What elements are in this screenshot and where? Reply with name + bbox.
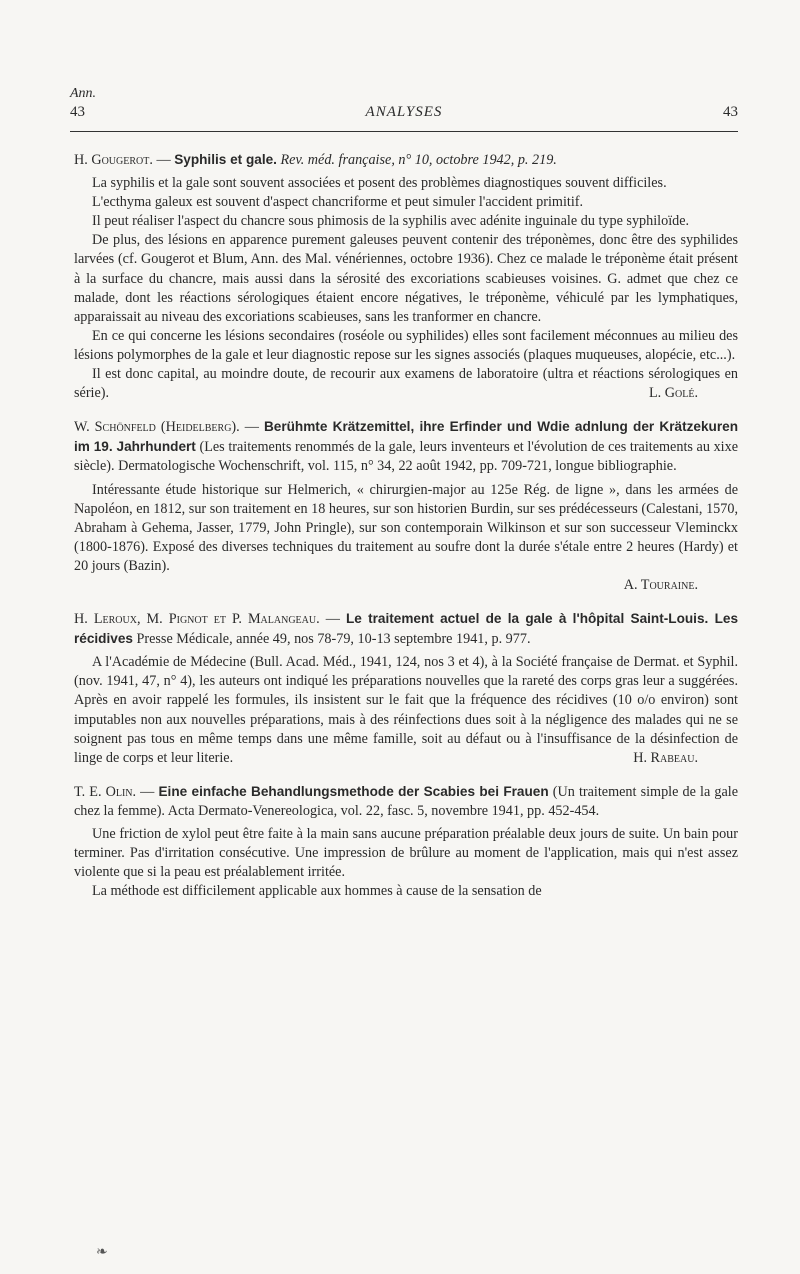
entry-title: Eine einfache Behandlungsmethode der Scabies bei Frauen (158, 783, 549, 799)
entry-title: Le traitement actuel de la gale à l'hôpital Saint-Louis. Les récidives (74, 611, 738, 647)
entry-author: H. Gougerot. (74, 152, 153, 168)
entry-citation: T. E. Olin. — Eine einfache Behandlungsmethode der Scabies bei Frauen (Un traitement simple de la gale chez la femme). Acta Dermato-Venereologica, vol. 22, fasc. 5, novembre 1941, pp. 452-454. (74, 783, 739, 819)
entry-citation: H. Leroux, M. Pignot et P. Malangeau. — Le traitement actuel de la gale à l'hôpital Saint-Louis. Les récidives Presse Médicale, année 49, nos 78-79, 10-13 septembre 1941, p. 977. (74, 611, 738, 648)
entry-schonfeld (74, 417, 738, 595)
entry-title: Syphilis et gale. (174, 152, 277, 167)
entry-source: Presse Médicale, année 49, nos 78-79, 10-13 septembre 1941, p. 977. (136, 631, 531, 648)
entry-signature: A. Touraine. (623, 576, 698, 593)
entry-author: W. Schönfeld (Heidelberg). (74, 419, 240, 436)
page-number-right: 43 (723, 104, 738, 120)
paragraph: Il peut réaliser l'aspect du chancre sous phimosis de la syphilis avec adénite inguinale du type syphiloïde. (92, 213, 690, 230)
running-header (70, 104, 738, 126)
entry-gougerot (74, 150, 738, 403)
journal-abbrev: Ann. (70, 86, 97, 101)
paragraph: De plus, des lésions en apparence purement galeuses peuvent contenir des tréponèmes, donc être des syphilides larvées (cf. Gougerot et Blum, Ann. des Mal. vénériennes, octobre 1936). Chez ce malade le tréponème était présent à la surface du chancre, mais aussi dans la sérosité des excoriations scabieuses voisines. G. admet que chez ce malade, dont les réactions sérologiques étaient encore négatives, le tréponème, véhiculé par les lymphatiques, apparaissait au niveau des excoriations scabieuses, sans les tranformer en chancre. (74, 232, 738, 325)
entry-citation: W. Schönfeld (Heidelberg). — Berühmte Krätzemittel, ihre Erfinder und Wdie adnlung der Krätzekuren im 19. Jahrhundert (Les traitements renommés de la gale, leurs inventeurs et l'évolution de ces traitements au xixe siècle). Dermatologische Wochenschrift, vol. 115, n° 34, 22 août 1942, pp. 709-721, longue bibliographie. (74, 419, 739, 475)
entry-signature: L. Golé. (649, 385, 698, 402)
entry-source: (Un traitement simple de la gale chez la femme). Acta Dermato-Venereologica, vol. 22, fasc. 5, novembre 1941, pp. 452-454. (74, 783, 739, 819)
paragraph: Intéressante étude historique sur Helmerich, « chirurgien-major au 125e Rég. de ligne », dans les armées de Napoléon, en 1812, sur son traitement en 18 heures, sur son historien Burdin, sur ses prédécesseurs (Calestani, 1570, Abraham à Gehema, Jasser, 1779, John Pringle), sur son contemporain Wilkinson et sur son successeur Vleminckx (1800-1876). Exposé des diverses techniques du traitement au soufre dont la durée s'étale entre 2 heures (Hardy) et 20 jours (Bazin). (74, 481, 738, 574)
entry-author: H. Leroux, M. Pignot et P. Malangeau. (74, 611, 320, 628)
paragraph: Une friction de xylol peut être faite à la main sans aucune préparation préalable deux jours de suite. Un bain pour terminer. Pas d'irritation consécutive. Une impression de brûlure au moment de l'application, mais qui n'est assez violente que si la peau est préalablement irritée. (74, 826, 738, 881)
printer-ornament-icon: ❧ (96, 1245, 108, 1260)
paragraph: La méthode est difficilement applicable aux hommes à cause de la sensation de (92, 883, 542, 900)
paragraph (74, 653, 738, 768)
paragraph: La syphilis et la gale sont souvent associées et posent des problèmes diagnostiques souvent difficiles. (92, 175, 667, 192)
header-rule (70, 131, 738, 132)
entry-title: Berühmte Krätzemittel, ihre Erfinder und Wdie adnlung der Krätzekuren im 19. Jahrhundert (74, 419, 738, 455)
entry-leroux (74, 609, 738, 768)
paragraph-text: Il est donc capital, au moindre doute, de recourir aux examens de laboratoire (ultra et réactions sérologiques en série). (74, 366, 738, 402)
article-body (74, 150, 738, 915)
paragraph (74, 365, 738, 403)
paragraph-text: A l'Académie de Médecine (Bull. Acad. Méd., 1941, 124, nos 3 et 4), à la Société française de Dermat. et Syphil. (nov. 1941, 47, n° 4), les auteurs ont indiqué les préparations nouvelles que la rareté des corps gras leur a suggérées. Après en avoir rappelé les formules, ils insistent sur le fait que la fréquence des récidives (10 o/o environ) sont imputables non aux nouvelles préparations, mais à des réinfections dues soit à la négligence des malades qui ne se soignent pas tous en même temps dans une même famille, soit au défaut ou à l'insuffisance de la désinfection de linge de corps et leur literie. (74, 654, 738, 766)
paragraph: L'ecthyma galeux est souvent d'aspect chancriforme et peut simuler l'accident primitif. (92, 194, 584, 211)
entry-signature: H. Rabeau. (633, 749, 698, 766)
entry-olin (74, 782, 738, 902)
paragraph: En ce qui concerne les lésions secondaires (roséole ou syphilides) elles sont facilement méconnues au milieu des lésions polymorphes de la gale et leur diagnostic repose sur les signes associés (plaques muqueuses, alopécie, etc...). (74, 327, 738, 363)
entry-author: T. E. Olin. (74, 783, 137, 800)
section-title: ANALYSES (365, 104, 443, 120)
entry-citation: H. Gougerot. — Syphilis et gale. Rev. méd. française, n° 10, octobre 1942, p. 219. (74, 152, 557, 168)
entry-source: (Les traitements renommés de la gale, leurs inventeurs et l'évolution de ces traitements au xixe siècle). Dermatologische Wochenschrift, vol. 115, n° 34, 22 août 1942, pp. 709-721, longue bibliographie. (74, 439, 739, 475)
entry-source: Rev. méd. française, n° 10, octobre 1942, p. 219. (280, 152, 557, 168)
page-number-left: 43 (70, 104, 85, 120)
